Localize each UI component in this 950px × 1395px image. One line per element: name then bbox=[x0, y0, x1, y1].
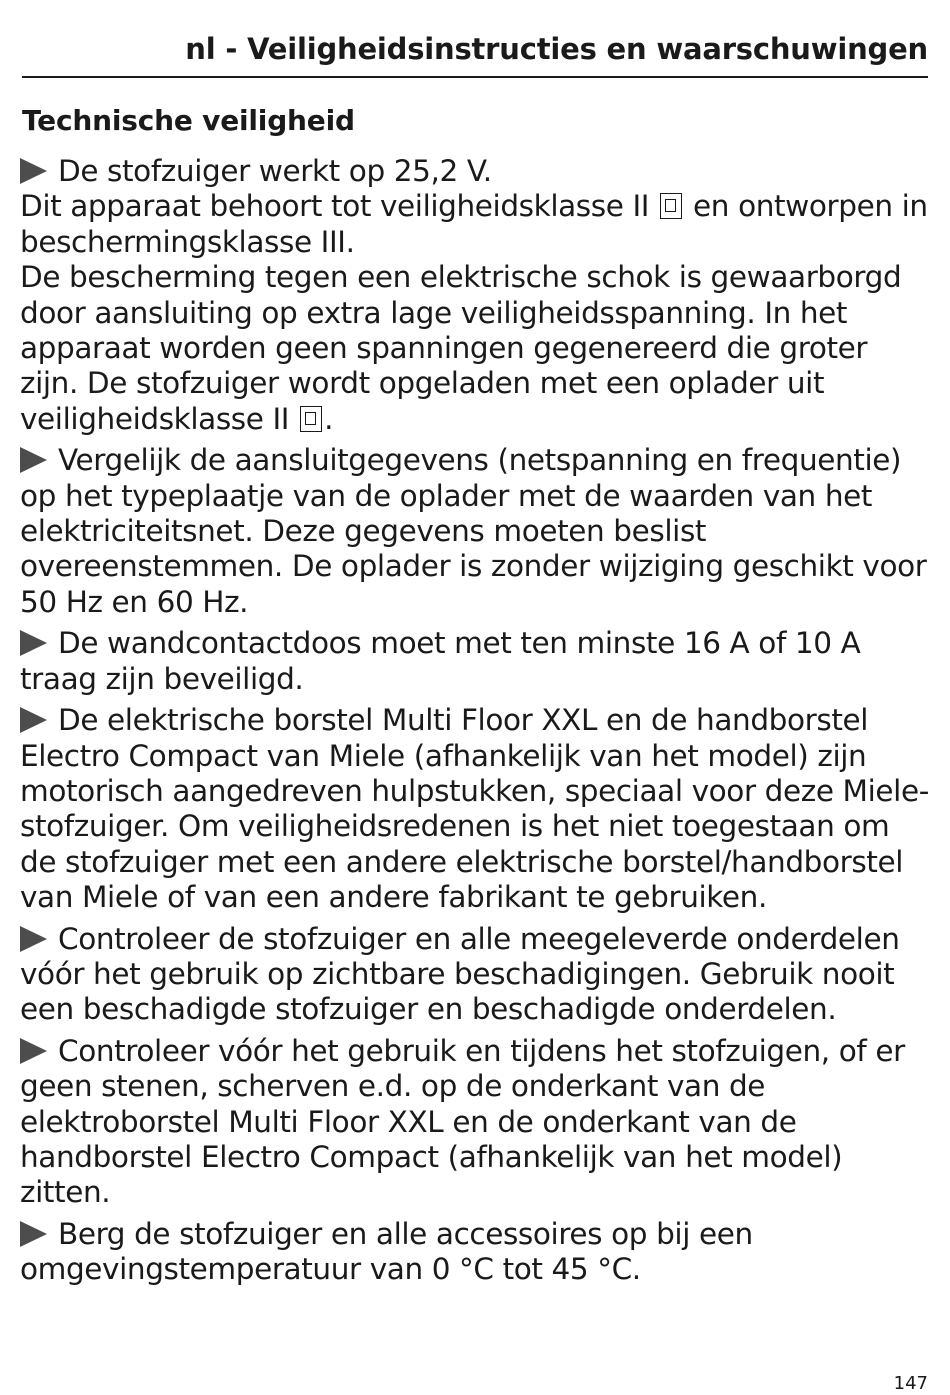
triangle-bullet-icon bbox=[20, 158, 47, 184]
instruction-item-voltage bbox=[20, 154, 932, 437]
instruction-text: Vergelijk de aansluitgegevens (netspanning en frequentie) op het typeplaatje van de oplader met de waarden van het elektriciteitsnet. Deze gegevens moeten beslist overeenstemmen. De oplader is zonder wijziging geschikt voor 50 Hz en 60 Hz. bbox=[20, 443, 927, 619]
instruction-text: De wandcontactdoos moet met ten minste 16 A of 10 A traag zijn beveiligd. bbox=[20, 626, 861, 696]
instruction-text: Controleer de stofzuiger en alle meegeleverde onderdelen vóór het gebruik op zichtbare beschadigingen. Gebruik nooit een beschadigde stofzuiger en beschadigde onderdelen. bbox=[20, 921, 900, 1027]
header-title: nl - Veiligheidsinstructies en waarschuwingen bbox=[185, 32, 928, 66]
safety-class-ii-icon bbox=[300, 406, 322, 432]
instruction-text: Berg de stofzuiger en alle accessoires op bij een omgevingstemperatuur van 0 °C tot 45 °C. bbox=[20, 1216, 753, 1287]
instruction-text: De bescherming tegen een elektrische schok is gewaarborgd door aansluiting op extra lage veiligheidsspanning. In het apparaat worden geen spanningen gegenereerd die groter zijn. De stofzuiger wordt opgeladen met een oplader uit veiligheidsklasse II . bbox=[20, 260, 902, 436]
instruction-item-socket bbox=[20, 626, 932, 697]
instruction-list bbox=[20, 154, 932, 1294]
instruction-text: Controleer vóór het gebruik en tijdens het stofzuigen, of er geen stenen, scherven e.d. op de onderkant van de elektroborstel Multi Floor XXL en de onderkant van de handborstel Electro Compact (afhankelijk van het model) zitten. bbox=[20, 1033, 905, 1210]
instruction-item-debris-check bbox=[20, 1034, 932, 1211]
instruction-item-connection bbox=[20, 443, 932, 620]
instruction-text: De stofzuiger werkt op 25,2 V. bbox=[20, 154, 932, 189]
triangle-bullet-icon bbox=[20, 1038, 47, 1064]
instruction-item-brushes bbox=[20, 703, 932, 915]
triangle-bullet-icon bbox=[20, 630, 47, 656]
instruction-item-storage bbox=[20, 1217, 932, 1288]
page-header bbox=[22, 28, 928, 78]
safety-class-ii-icon bbox=[660, 193, 682, 219]
section-heading: Technische veiligheid bbox=[22, 104, 355, 137]
instruction-item-inspection bbox=[20, 922, 932, 1028]
instruction-text: Dit apparaat behoort tot veiligheidsklasse II en ontworpen in beschermingsklasse III. bbox=[20, 189, 928, 259]
triangle-bullet-icon bbox=[20, 1221, 47, 1247]
triangle-bullet-icon bbox=[20, 707, 47, 733]
triangle-bullet-icon bbox=[20, 447, 47, 473]
instruction-text: De elektrische borstel Multi Floor XXL en de handborstel Electro Compact van Miele (afhankelijk van het model) zijn motorisch aangedreven hulpstukken, speciaal voor deze Miele-stofzuiger. Om veiligheidsredenen is het niet toegestaan om de stofzuiger met een andere elektrische borstel/handborstel van Miele of van een andere fabrikant te gebruiken. bbox=[20, 703, 929, 915]
triangle-bullet-icon bbox=[20, 926, 47, 952]
page-number: 147 bbox=[893, 1373, 928, 1394]
